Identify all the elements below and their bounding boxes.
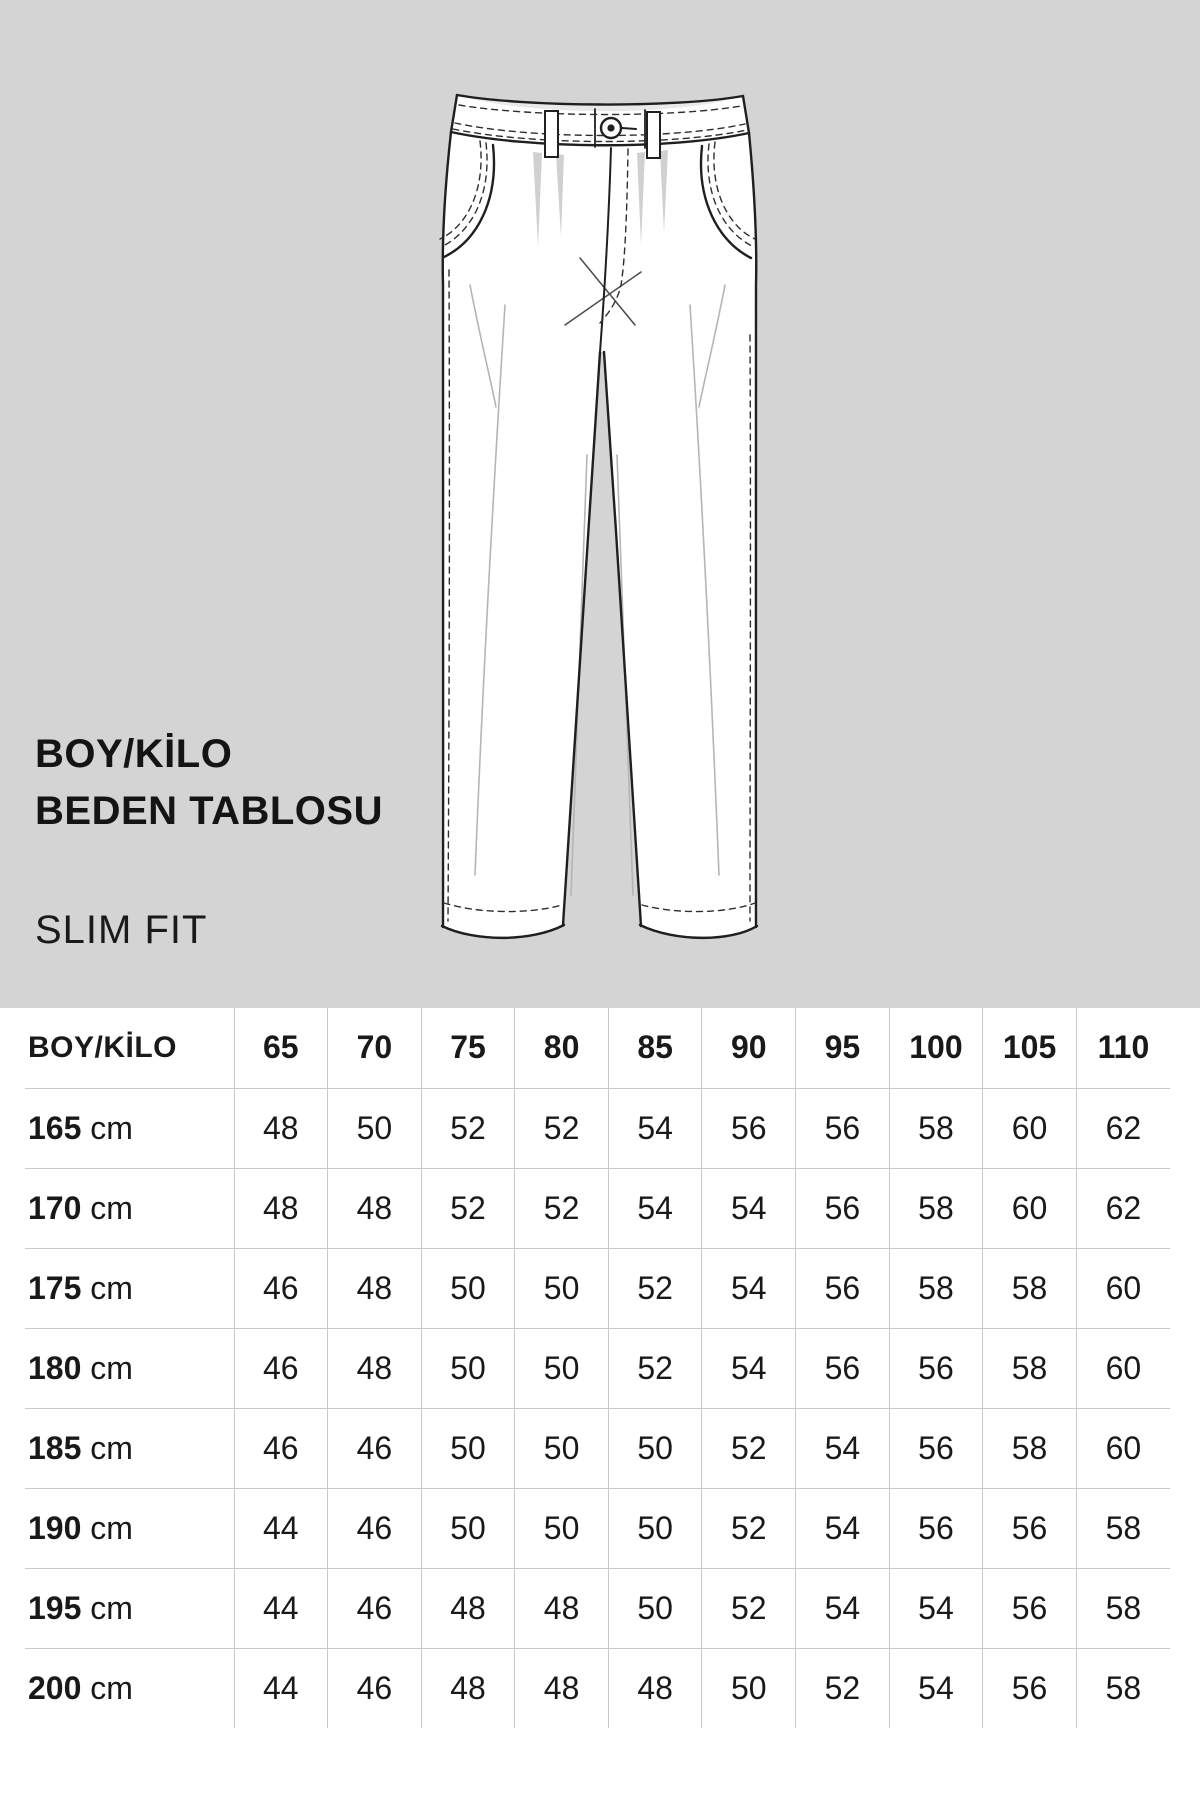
size-value-cell: 50 [421, 1328, 515, 1408]
height-label-cell: 165 cm [28, 1109, 133, 1146]
size-value-cell: 56 [983, 1488, 1077, 1568]
size-value-cell: 54 [702, 1328, 796, 1408]
size-value-cell: 50 [421, 1488, 515, 1568]
corner-header-cell: BOY/KİLO [28, 1030, 178, 1064]
size-value-cell: 50 [328, 1088, 422, 1168]
table-row [25, 1328, 1170, 1408]
weight-header-cell: 75 [421, 1008, 515, 1088]
weight-header-cell: 110 [1076, 1008, 1170, 1088]
size-value-cell: 58 [889, 1248, 983, 1328]
size-value-cell: 56 [889, 1408, 983, 1488]
size-value-cell: 50 [608, 1408, 702, 1488]
size-value-cell: 54 [889, 1568, 983, 1648]
size-value-cell: 46 [328, 1488, 422, 1568]
size-value-cell: 56 [796, 1168, 890, 1248]
size-value-cell: 46 [328, 1408, 422, 1488]
size-value-cell: 58 [1076, 1568, 1170, 1648]
page-title-line1: BOY/KİLO [35, 732, 233, 776]
table-row [25, 1168, 1170, 1248]
size-table-body [25, 1088, 1170, 1728]
size-value-cell: 56 [796, 1088, 890, 1168]
weight-header-cell: 70 [328, 1008, 422, 1088]
size-value-cell: 48 [234, 1168, 328, 1248]
size-value-cell: 50 [515, 1248, 609, 1328]
weight-header-cell: 80 [515, 1008, 609, 1088]
weight-header-cell: 95 [796, 1008, 890, 1088]
size-value-cell: 54 [608, 1088, 702, 1168]
table-header-row [25, 1008, 1170, 1088]
size-value-cell: 62 [1076, 1088, 1170, 1168]
size-value-cell: 58 [1076, 1488, 1170, 1568]
size-value-cell: 60 [983, 1168, 1077, 1248]
weight-header-cell: 90 [702, 1008, 796, 1088]
page-title-line2: BEDEN TABLOSU [35, 789, 383, 833]
size-value-cell: 58 [983, 1248, 1077, 1328]
size-value-cell: 52 [515, 1088, 609, 1168]
size-value-cell: 52 [702, 1568, 796, 1648]
size-value-cell: 56 [889, 1488, 983, 1568]
size-value-cell: 46 [328, 1648, 422, 1728]
size-value-cell: 56 [889, 1328, 983, 1408]
size-value-cell: 50 [421, 1408, 515, 1488]
height-label-cell: 175 cm [28, 1269, 133, 1306]
size-value-cell: 48 [328, 1248, 422, 1328]
size-value-cell: 54 [702, 1248, 796, 1328]
size-value-cell: 50 [515, 1328, 609, 1408]
size-value-cell: 56 [702, 1088, 796, 1168]
size-value-cell: 56 [796, 1248, 890, 1328]
size-value-cell: 44 [234, 1568, 328, 1648]
height-label-cell: 180 cm [28, 1349, 133, 1386]
size-value-cell: 58 [889, 1088, 983, 1168]
page-title [35, 726, 383, 840]
table-row [25, 1088, 1170, 1168]
size-value-cell: 50 [515, 1488, 609, 1568]
size-value-cell: 46 [234, 1248, 328, 1328]
table-row [25, 1648, 1170, 1728]
size-value-cell: 60 [983, 1088, 1077, 1168]
size-value-cell: 46 [234, 1328, 328, 1408]
size-value-cell: 52 [702, 1488, 796, 1568]
size-value-cell: 52 [421, 1168, 515, 1248]
size-value-cell: 48 [421, 1568, 515, 1648]
size-value-cell: 52 [796, 1648, 890, 1728]
weight-header-cell: 85 [608, 1008, 702, 1088]
size-value-cell: 48 [421, 1648, 515, 1728]
size-value-cell: 50 [608, 1568, 702, 1648]
size-value-cell: 58 [889, 1168, 983, 1248]
size-value-cell: 50 [421, 1248, 515, 1328]
size-value-cell: 52 [608, 1328, 702, 1408]
size-value-cell: 58 [983, 1328, 1077, 1408]
fit-label: SLIM FIT [35, 908, 208, 952]
size-value-cell: 60 [1076, 1248, 1170, 1328]
height-label-cell: 190 cm [28, 1509, 133, 1546]
size-value-cell: 56 [796, 1328, 890, 1408]
size-value-cell: 54 [796, 1408, 890, 1488]
size-value-cell: 48 [515, 1648, 609, 1728]
size-value-cell: 52 [608, 1248, 702, 1328]
size-value-cell: 54 [889, 1648, 983, 1728]
weight-header-cell: 105 [983, 1008, 1077, 1088]
weight-header-cell: 65 [234, 1008, 328, 1088]
size-value-cell: 48 [328, 1328, 422, 1408]
size-value-cell: 54 [702, 1168, 796, 1248]
size-value-cell: 56 [983, 1648, 1077, 1728]
size-value-cell: 48 [234, 1088, 328, 1168]
table-row [25, 1488, 1170, 1568]
size-table-section [25, 1008, 1170, 1728]
table-row [25, 1408, 1170, 1488]
size-value-cell: 60 [1076, 1408, 1170, 1488]
size-value-cell: 56 [983, 1568, 1077, 1648]
size-value-cell: 50 [515, 1408, 609, 1488]
size-value-cell: 48 [608, 1648, 702, 1728]
size-value-cell: 52 [515, 1168, 609, 1248]
size-value-cell: 50 [608, 1488, 702, 1568]
size-value-cell: 62 [1076, 1168, 1170, 1248]
size-value-cell: 48 [328, 1168, 422, 1248]
size-value-cell: 54 [796, 1488, 890, 1568]
size-value-cell: 58 [983, 1408, 1077, 1488]
size-value-cell: 52 [702, 1408, 796, 1488]
size-value-cell: 54 [608, 1168, 702, 1248]
size-value-cell: 58 [1076, 1648, 1170, 1728]
height-label-cell: 200 cm [28, 1669, 133, 1706]
trouser-body [443, 95, 756, 937]
size-value-cell: 48 [515, 1568, 609, 1648]
size-value-cell: 52 [421, 1088, 515, 1168]
size-value-cell: 44 [234, 1648, 328, 1728]
weight-header-cell: 100 [889, 1008, 983, 1088]
trousers-illustration [435, 75, 760, 945]
height-label-cell: 195 cm [28, 1589, 133, 1626]
size-value-cell: 46 [234, 1408, 328, 1488]
table-row [25, 1568, 1170, 1648]
size-value-cell: 46 [328, 1568, 422, 1648]
size-table [25, 1008, 1170, 1728]
table-row [25, 1248, 1170, 1328]
size-value-cell: 54 [796, 1568, 890, 1648]
size-value-cell: 44 [234, 1488, 328, 1568]
height-label-cell: 170 cm [28, 1189, 133, 1226]
height-label-cell: 185 cm [28, 1429, 133, 1466]
size-value-cell: 60 [1076, 1328, 1170, 1408]
size-value-cell: 50 [702, 1648, 796, 1728]
